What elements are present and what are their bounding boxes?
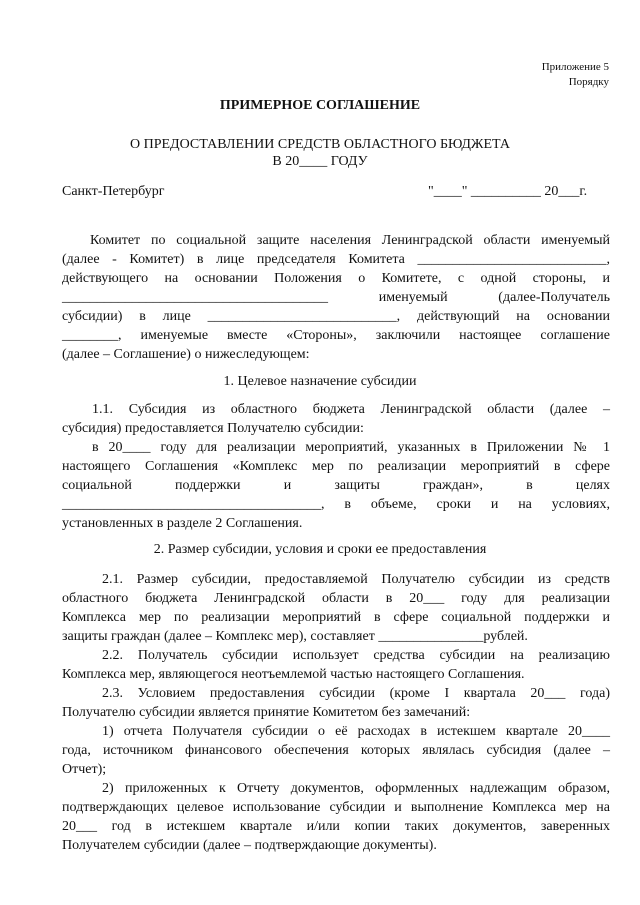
paragraph-line: областного бюджета Ленинградской области в 20___ году для реализации <box>62 591 610 606</box>
paragraph-line: настоящего Соглашения «Комплекс мер по реализации мероприятий в сфере <box>62 459 610 474</box>
section-heading-1: 1. Целевое назначение субсидии <box>223 374 417 389</box>
document-title: ПРИМЕРНОЕ СОГЛАШЕНИЕ <box>219 98 421 113</box>
paragraph-line: Получателю субсидии является принятие Комитетом без замечаний: <box>62 705 471 720</box>
annex-line-2: Порядку <box>568 76 609 88</box>
paragraph-line: Комплекса мер, являющегося неотъемлемой частью настоящего Соглашения. <box>62 667 525 682</box>
paragraph-line: 1.1. Субсидия из областного бюджета Ленинградской области (далее – <box>92 402 610 417</box>
paragraph-line: _____________________________________, в объеме, сроки и на условиях, <box>62 497 610 512</box>
section-heading-2: 2. Размер субсидии, условия и сроки ее предоставления <box>153 542 487 557</box>
paragraph-line: Комплекса мер по реализации мероприятий в сфере социальной поддержки и <box>62 610 610 625</box>
paragraph-line: 2.2. Получатель субсидии использует средства субсидии на реализацию <box>102 648 610 663</box>
paragraph-line: 2.3. Условием предоставления субсидии (кроме I квартала 20___ года) <box>102 686 610 701</box>
annex-line-1: Приложение 5 <box>541 61 609 73</box>
paragraph-line: Получателем субсидии (далее – подтверждающие документы). <box>62 838 437 853</box>
paragraph-line: 20___ год в истекшем квартале и/или копии таких документов, заверенных <box>62 819 610 834</box>
paragraph-line: установленных в разделе 2 Соглашения. <box>62 516 303 531</box>
annex-reference <box>542 60 609 90</box>
place-of-signing: Санкт-Петербург <box>62 184 165 199</box>
paragraph-line: подтверждающих целевое использование субсидии и выполнение Комплекса мер на <box>62 800 610 815</box>
paragraph-line: в 20____ году для реализации мероприятий, указанных в Приложении № 1 <box>92 440 610 455</box>
signing-date: "____" __________ 20___г. <box>428 184 588 199</box>
paragraph-line: 2.1. Размер субсидии, предоставляемой Получателю субсидии из средств <box>102 572 610 587</box>
paragraph-line: (далее – Соглашение) о нижеследующем: <box>62 347 310 362</box>
paragraph-line: года, источником финансового обеспечения которых являлась субсидия (далее – <box>62 743 610 758</box>
document-subtitle-2: В 20____ ГОДУ <box>272 154 368 169</box>
paragraph-line: Комитет по социальной защите населения Ленинградской области именуемый <box>90 233 610 248</box>
paragraph-line: ______________________________________ именуемый (далее-Получатель <box>62 290 610 305</box>
paragraph-line: действующего на основании Положения о Комитете, с одной стороны, и <box>62 271 610 286</box>
paragraph-line: субсидии) в лице ___________________________, действующий на основании <box>62 309 610 324</box>
paragraph-line: Отчет); <box>62 762 107 777</box>
paragraph-line: (далее - Комитет) в лице председателя Комитета ___________________________, <box>62 252 610 267</box>
paragraph-line: 1) отчета Получателя субсидии о её расходах в истекшем квартале 20____ <box>102 724 610 739</box>
document-subtitle-1: О ПРЕДОСТАВЛЕНИИ СРЕДСТВ ОБЛАСТНОГО БЮДЖЕТА <box>130 137 510 152</box>
paragraph-line: защиты граждан (далее – Комплекс мер), составляет _______________рублей. <box>62 629 528 644</box>
paragraph-line: социальной поддержки и защиты граждан», в целях <box>62 478 610 493</box>
paragraph-line: ________, именуемые вместе «Стороны», заключили настоящее соглашение <box>62 328 610 343</box>
paragraph-line: 2) приложенных к Отчету документов, оформленных надлежащим образом, <box>102 781 610 796</box>
paragraph-line: субсидия) предоставляется Получателю субсидии: <box>62 421 364 436</box>
